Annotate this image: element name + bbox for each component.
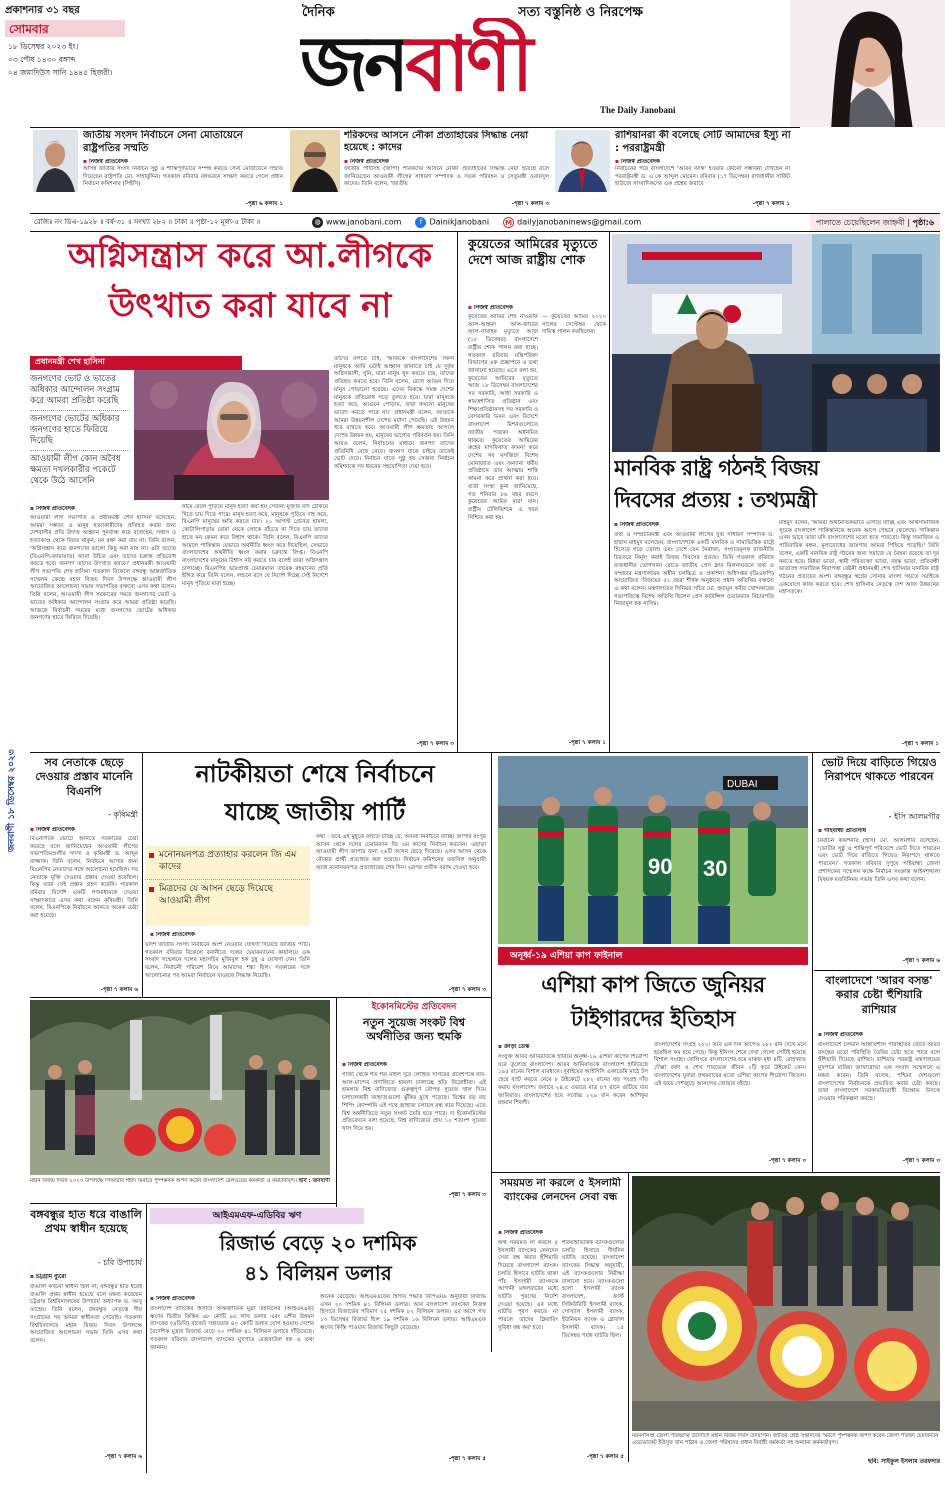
email-text: dailyjanobaninews@gmail.com: [517, 217, 642, 227]
side-label: জনবাণী ১৮ ডিসেম্বর ২০২৩: [7, 749, 17, 852]
jatiya-headline-line2: যাচ্ছে জাতীয় পার্টি: [224, 797, 406, 826]
voters-attribution: - ইসি আলমগীর: [888, 812, 940, 821]
mega-headline-line1: মানবিক রাষ্ট্র গঠনই বিজয়: [614, 455, 819, 480]
railway-photo: [30, 1000, 330, 1175]
brief2-byline: ▪ নিজস্ব প্রতিবেদক: [344, 159, 389, 167]
section-rule: [30, 1203, 336, 1204]
jatiya-bullet-text: মিত্রদের যে আসন ছেড়ে দিয়েছে আওয়ামী লীগ: [159, 884, 274, 907]
kuwait-byline: ▪ নিজস্ব প্রতিবেদক: [468, 305, 513, 313]
jatiya-bullet-box: [145, 846, 310, 926]
reserve-headline-line1: রিজার্ভ বেড়ে ২০ দশমিক: [219, 1231, 417, 1255]
brief2-title: শরিকদের আসনে নৌকা প্রত্যাহারের সিদ্ধান্ত নেয়া হয়েছে : কাদের: [344, 130, 529, 153]
reserve-headline-line2: ৪১ বিলিয়ন ডলার: [244, 1261, 392, 1285]
col-rule: [142, 752, 143, 997]
logo-part2: বাণী: [405, 19, 530, 108]
mymensingh-caption: ময়মনসিংহ জেলা পরিষদের উদ্যোগে মহান বিজয় দিবস উদযাপন। জাতির শ্রেষ্ঠ সন্তানদের স্মরণে পুষ্পস্তবক অর্পণ করেন জেলা পরিষদ চেয়ারম্যান এডভোকেট ইউসুফ খান পাঠান ও জেলা পরিষদের প্রধান নির্বাহী কর্মকর্তা সহ অন্যান্য কর্মকর্তাবৃন্দ।: [632, 1433, 939, 1447]
english-name: The Daily Janobani: [600, 105, 676, 115]
mega-col1: তথ্য ও সম্প্রচারমন্ত্রী এবং আওয়ামী লীগের যুগ্ম সাধারণ সম্পাদক ড. হাছান মাহমুদ বলেছেন, বাংলাদেশকে একটি মানবিক ও সাম্যভিত্তিক রাষ্ট্রে হিসেবে গড়ে তোলা এবং দেশে যেন নৈরাজ্য, সংঘাতমূলক রাজনীতি চিরতরে নির্মূল করাই বিজয় দিবসের প্রত্যয়। তিনি গতকাল রবিবার রাজধানীর তোপখানা রোডে জাতীয় প্রেস ক্লাব মিলনায়তনে তথ্য ও সম্প্রচার মন্ত্রণালয়ের অধীন চলচ্চিত্র ও প্রকাশনা অধিদপ্তর (ডিএফপি) আয়োজিত 'বিজয়ের ৫২ বছর' শীর্ষক অনুষ্ঠানে প্রধান অতিথির বক্তব্যে এ কথা বলেন। মন্ত্রণালয়ের সিনিয়র সচিব মো. হুমায়ুন কবীর খোন্দকারের সভাপতিত্বে বিশেষ অতিথি ছিলেন প্রেস কাউন্সিল চেয়ারম্যান বিচারপতি নিজামুল হক নাসিম।: [614, 532, 774, 608]
svg-text:30: 30: [703, 856, 728, 881]
lead-byline: ▪ নিজস্ব প্রতিবেদক: [30, 506, 75, 514]
col-rule: [491, 752, 492, 1352]
masthead-prefix: দৈনিক: [302, 5, 335, 20]
brief3-title: রাশিয়ানরা কী বলেছে সেটি আমাদের ইস্যু না : পররাষ্ট্রমন্ত্রী: [615, 130, 791, 154]
kuwait-body: কুয়েতের আমির শেখ নাওয়াফ আল-আহমদ আল-জাবের আল-সাবাহর মৃত্যুতে আজ (১৮ ডিসেম্বর) বাংলাদেশে রাষ্ট্রীয় শোক পালন করা হচ্ছে। গতকাল রবিবার মন্ত্রিপরিষদ বিভাগের এক প্রজ্ঞাপনে এ তথ্য জানানো হয়েছে। এতে বলা হয়, কুয়েতের আমিরের মৃত্যুতে আজ ১৮ ডিসেম্বর বাংলাদেশের সব সরকারি, আধা সরকারি ও স্বায়ত্তশাসিত প্রতিষ্ঠান এবং শিক্ষাপ্রতিষ্ঠানসহ সব সরকারি ও বেসরকারি ভবন এবং বিদেশে বাংলাদেশ মিশনগুলোতে জাতীয় পতাকা অর্ধনমিত থাকবে। কুয়েতের আমিরের রুহের মাগফিরাত কামনা করে দেশের সব মসজিদে বিশেষ মোনাজাত এবং অন্যান্য ধর্মীয় প্রতিষ্ঠানে তার আত্মার শান্তি কামনা করে প্রার্থনা করা হবে। বার্তা সংস্থা কুনা জানিয়েছে, গত শনিবার ৮৬ বছর বয়সে কুয়েতের আমির মারা যান। রাষ্ট্রীয় টেলিভিশনে এ খবর নিশ্চিত করা হয়।: [468, 314, 538, 521]
bnp-more: -পৃষ্ঠা ৭ কলাম ৬: [100, 987, 138, 993]
gmail-icon: M: [503, 217, 514, 228]
logo-part1: জন: [300, 19, 406, 108]
info-minister-photo: [612, 234, 940, 452]
website-link[interactable]: [312, 217, 401, 228]
lead-col1: আওয়ামী লীগ সভাপতি ও প্রধানমন্ত্রী শেখ হাসিনা বলেছেন, আমরা সম্ভাব্য ও মানুষ হত্যাকারীদের প্রতিহত করার জন্য দেশবাসীর প্রতি উদাত্ত আহ্বান পুনর্ব্যক্ত করে বলেছেন, সন্ত্রাস ও হত্যাকাণ্ড থেকে বিরত থাকুন, মন রক্ষা করা যায় না। তিনি বলেন, 'অগ্নিসন্ত্রাস করে জনগণের ভালো কিছু করা যায় না। এটা তাদের (বিএনপি-জামায়াত) জানা উচিত এবং তাদের চক্রান্ত প্রতিরোধ করতে হবে। জনগণ তাদের উৎখাত করবে।' প্রধানমন্ত্রী আওয়ামী লীগ সভাপতি শেখ হাসিনা গতকাল বিকেলে বঙ্গবন্ধু আন্তর্জাতিক সম্মেলন কেন্দ্রে মহান বিজয় দিবস উপলক্ষে আওয়ামী লীগ আয়োজিত আলোচনা সভায় সভাপতির বক্তব্যে এসব কথা বলেন। তিনি বলেন, আওয়ামী লীগ সরকারের সময়ে জনগণের ভোট ও ভাতের অধিকার আন্দোলন সংগ্রাম করে আমরা প্রতিষ্ঠা করেছি। আজকে নির্বাচনী সময়ের মধ্যে জনগণের ভোটের অধিকার জনগণের হাতে ফিরিয়ে দিয়েছি।: [30, 515, 176, 622]
masthead: [0, 0, 945, 127]
suez-headline: নতুন সুয়েজ সংকট বিশ্ব অর্থনীতির জন্য হুমকি: [362, 1016, 466, 1044]
lead-headline-line1: অগ্নিসন্ত্রাস করে আ.লীগকে: [67, 236, 433, 276]
brief3-byline: ▪ নিজস্ব প্রতিবেদক: [615, 159, 660, 167]
cricket-col1: সংযুক্ত আরব আমিরাতকে হারিয়ে অনূর্ধ্ব-১৯ এশিয়া কাপের শিরোপা ঘরে তুলেছে বাংলাদেশ। আরব আমিরাতকে বাংলাদেশ হারিয়েছে ১৯৫ রানের বিশাল ব্যবধানে। দুবাইয়ের আইসিসি একাডেমি মাঠে টস হেরে ব্যাট করতে নেমে ৮ উইকেটে ২৮২ রানের বড় সংগ্রহ দাঁড় করায় বাংলাদেশ। জবাবে ২৪.৫ ওভারে মাত্র ৮৭ রানে গুটিয়ে যায় আমিরাত। বাংলাদেশের হয়ে সর্বোচ্চ ১২৯ রান করেন আশিকুর রহমান শিবলী।: [498, 1054, 648, 1107]
jatiya-body2: কথা : তবে এই মুহূর্তে বলতে চাচ্ছি যে, আমরা নির্বাচনে যাচ্ছি। জাপার রংপুর আসন থেকে দলের চেয়ারম্যান জি এম কাদের নির্বাচন করবেন। এছাড়া আওয়ামী লীগ জাপার জন্য ২৬টি আসন ছেড়ে দিয়েছে। এসব আসন থেকে নৌকার প্রার্থী প্রত্যাহার করা হয়েছে। নির্বাচন কমিশনের তফসিল অনুযায়ী আজ মনোনয়নপত্র প্রত্যাহারের শেষ দিন। এরপর প্রতীক বরাদ্দ দেওয়া হবে।: [316, 834, 486, 871]
reserve-col2: অনেক বেড়েছে। আইএমএফের হিসাব পদ্ধতি বিপিএম৬ অনুযায়ী রিজার্ভ এখন ২০ দশমিক ৪১ বিলিয়ন ডলার। আর বাংলাদেশ ব্যাংকের নিজস্ব হিসাবে রিজার্ভের পরিমাণ ২৫ দশমিক ৮২ বিলিয়ন ডলার। এর আগে গত ১৩ ডিসেম্বর রিজার্ভ ছিল ১৯ দশমিক ১৬ বিলিয়ন ডলার। আইএমএফ ঋণের কিস্তি পাওয়ায় রিজার্ভ কিছুটা বেড়েছে।: [320, 1294, 486, 1331]
bangabandhu-more: -পৃষ্ঠা ৭ কলাম ৬: [104, 1454, 142, 1460]
jatiya-bullet: [145, 880, 310, 911]
voters-byline: ▪ গাইবান্ধা প্রতিনিধি: [818, 828, 866, 836]
railway-caption: [30, 1178, 330, 1198]
lead-bullet: আওয়ামী লীগ কোন অবৈধ ক্ষমতা দখলকারীর পকেটে থেকে উঠে আসেনি: [30, 454, 121, 487]
lead-person-tag: প্রধানমন্ত্রী শেখ হাসিনা: [30, 356, 242, 370]
col-rule: [457, 232, 458, 752]
reserve-col1: বাংলাদেশ ব্যাংকের হিসাবে আন্তর্জাতিক মুদ্রা তহবিলের (আইএমএফ) ঋণের দ্বিতীয় কিস্তির ৬৮ কোটি ৯৮ লাখ ডলার এবং এশীয় উন্নয়ন ব্যাংকের (এডিবি) বাজেট সহায়তার ৪০ কোটি ডলার যোগ হওয়ায় দেশের বৈদেশিক মুদ্রার রিজার্ভ বেড়ে ২০ দশমিক ৪১ বিলিয়ন ডলারে দাঁড়িয়েছে। গতকাল রবিবার বাংলাদেশ ব্যাংকের মুখপাত্র মেজবাউল হক এ তথ্য জানান।: [150, 1306, 314, 1351]
arab-body: বাংলাদেশে চলমান অস্থিতিশীল পরিস্থিতির জেরে আরব বসন্তের মতো পরিস্থিতি তৈরির চেষ্টা হতে পারে বলে হুঁশিয়ারি দিয়েছে রাশিয়া। রাশিয়ার পররাষ্ট্র মন্ত্রণালয়ের মুখপাত্র মারিয়া জাখারোভা এক সংবাদ সম্মেলনে এ মন্তব্য করেন। তিনি বলেন, পশ্চিমা দেশগুলো বাংলাদেশের নির্বাচনকে প্রভাবিত করার চেষ্টা করছে। তারা বাংলাদেশে সরকারবিরোধী বিক্ষোভ উসকে দেওয়ার পরিকল্পনা করছে।: [818, 1042, 940, 1103]
jatiya-body1: দ্বাদশ জাতীয় সংসদ নির্বাচনে অংশ নেওয়ার ঘোষণা দিয়েছে জাতীয় পার্টি। গতকাল রবিবার বিকেলে বনানীতে দলের চেয়ারম্যানের কার্যালয়ে এক সংবাদ সম্মেলনে দলের মহাসচিব মুজিবুল হক চুন্নু এ ঘোষণা দেন। তিনি বলেন, নির্বাচনী পরিবেশ নিয়ে আমাদের শঙ্কা ছিল। সরকারের সঙ্গে আলোচনার পর আমরা নির্বাচনে যাওয়ার সিদ্ধান্ত নিয়েছি।: [145, 942, 310, 979]
svg-text:90: 90: [648, 854, 673, 879]
momen-photo: [555, 130, 610, 192]
reserve-byline: ▪ নিজস্ব প্রতিবেদক: [150, 1296, 195, 1304]
celebrity-photo: [790, 0, 945, 127]
president-photo: [33, 130, 78, 192]
mymensingh-photo-credit: ছবি: সাইফুল ইসলাম তরফদার: [867, 1458, 940, 1465]
suez-label: ইকোনমিস্টের প্রতিবেদন: [371, 1002, 457, 1012]
pm-photo: [134, 370, 329, 500]
col-rule: [146, 1203, 147, 1473]
jatiya-more: -পৃষ্ঠা ৭ কলাম ৩: [448, 987, 486, 993]
cricket-col2: বাংলাদেশের সংগ্রহ ২৮২। তবে এক দিন আগেও ২৮২ রান দেখে মনে হয়েছিল কম হয়ে গেছে। কিন্তু ইনিংস শেষে দেখা গেলো সেটিই হয়েছে বিশাল সংগ্রহ। বোলিংয়ে বাংলাদেশের হয়ে মারুফ মৃধা ৪টি, রোহানাত দৌল্লা বর্ষণ ও শেখ পারভেজ জীবন ২টি করে উইকেট নেন। বাংলাদেশের যুবারা প্রথমবারের মতো এশিয়া কাপের শিরোপা জিতল। এই জয়ে দেশজুড়ে আনন্দের জোয়ার বইছে।: [654, 1042, 806, 1087]
voters-more: -পৃষ্ঠা ৭ কলাম ৬: [902, 958, 940, 964]
cricket-photo: [498, 756, 808, 944]
tagline: সত্য বস্তুনিষ্ঠ ও নিরপেক্ষ: [518, 5, 643, 20]
publication-years: প্রকাশনার ৩১ বছর: [5, 5, 80, 16]
kuwait-body-cont: — কুয়েতের আমির ২০২০ সালের সেপ্টেম্বর থেকে দায়িত্ব পালন করছিলেন।: [542, 314, 606, 336]
teaser-text: পালাতে চেয়েছিলেন জাহ্নবী: [815, 218, 905, 227]
brief2-body: জাতীয় পার্টিসহ (জাপা) শরিকদের আসনে নৌকা প্রত্যাহারের সিদ্ধান্ত নেয়া হয়েছে বলে জানিয়েছেন আওয়ামী লীগের সাধারণ সম্পাদক ও সড়ক পরিবহন ও সেতুমন্ত্রী ওবায়দুল কাদের। তিনি বলেন, 'জাতীয়: [344, 166, 549, 188]
banks-col1: অর্থ সময়মত না করলে ৫ ইসলামী ব্যাংকের লেনদেন সেবা বন্ধ করার হুঁশিয়ারি দিয়েছে বাংলাদেশ ব্যাংক। চলতি হিসাবে ঘাটতি থাকা পাঁচ ইসলামী ব্যাংককে আগামী মঙ্গলবারের মধ্যে ঘাটতি পূরণের নির্দেশ দেওয়া হয়েছে। এর মধ্যে ঘাটতি পূরণ করতে না পারলে তাদের ক্লিয়ারিং সুবিধা বন্ধ করা হবে।: [498, 1240, 558, 1331]
section-rule: [814, 970, 940, 971]
square-bullet-icon: [149, 853, 154, 858]
lead-bullet: জনগণের ভোট ও ভাতের অধিকার আন্দোলন সংগ্রাম করে আমরা প্রতিষ্ঠা করেছি: [30, 374, 130, 411]
col-rule: [628, 1172, 629, 1462]
cricket-more: -পৃষ্ঠা ৭ কলাম ৩: [768, 1158, 806, 1164]
arab-headline: বাংলাদেশে 'আরব বসন্ত' করার চেষ্টা হুঁশিয়ারি রাশিয়ার: [825, 974, 933, 1016]
lead-headline-line2: উৎখাত করা যাবে না: [108, 286, 392, 326]
reserve-more: -পৃষ্ঠা ৭ কলাম ৫: [448, 1456, 486, 1462]
brief-top-rule: [30, 127, 800, 128]
kuwait-more: -পৃষ্ঠা ৭ কলাম ১: [568, 740, 606, 746]
jatiya-headline-line1: নাটকীয়তা শেষে নির্বাচনে: [195, 759, 435, 788]
brief3-more: -পৃষ্ঠা ৭ কলাম ১: [752, 201, 790, 207]
suez-byline: ▪ নিজস্ব প্রতিবেদক: [342, 1062, 387, 1070]
globe-icon: ◍: [312, 217, 323, 228]
bangabandhu-byline: ▪ চট্টগ্রাম ব্যুরো: [30, 1274, 66, 1282]
bnp-byline: ▪ নিজস্ব প্রতিবেদক: [30, 827, 75, 835]
date-bn: ০৩ পৌষ ১৪৩০ বঙ্গাব্দ: [8, 55, 76, 64]
section-rule: [30, 752, 940, 753]
square-bullet-icon: [149, 887, 154, 892]
arab-more: -পৃষ্ঠা ৭ কলাম ৩: [902, 1158, 940, 1164]
info-bar: [30, 213, 940, 232]
banks-col2: শরিয়াহভিত্তিক ব্যাংকগুলোর চলতি হিসাবে দীর্ঘদিন ঘাটতি রয়েছে। বাংলাদেশ ব্যাংকের সিদ্ধান্ত অনুযায়ী, এই ব্যাংকগুলোর নিরীক্ষা চালানো হবে। ব্যাংকগুলো হলো ইসলামী ব্যাংক বাংলাদেশ, ফার্স্ট সিকিউরিটি ইসলামী ব্যাংক, সোস্যাল ইসলামী ব্যাংক, ইউনিয়ন ব্যাংক ও গ্লোবাল ইসলামী ব্যাংক। ১৫ ডিসেম্বর পর্যন্ত ঘাটতি ছিল।: [562, 1240, 624, 1339]
mega-byline: ▪ নিজস্ব প্রতিবেদক: [614, 522, 659, 530]
mega-col2: মাহমুদ বলেন, 'আমরা অর্থনৈতিকভাবে এগিয়ে যাচ্ছি এবং আর্থসামাজিক সূচকে বাংলাদেশ পাকিস্তানকে অনেক আগে পেছনে ফেলেছে। পাকিস্তান এখন ভাবে তারা যদি বাংলাদেশের মতো হতে পারতো। কিন্তু সামাজিক ও পারিবারিক বন্ধন, মূল্যবোধের জায়গায় আমরা পিছিয়ে পড়েছি।' তিনি বলেন, একটি মানবিক রাষ্ট্র গঠনের জন্য সমাজে যে বৈষম্য রয়েছে তা দূর করতে হবে। বিধবা ভাতা, স্বামী পরিত্যক্তা ভাতা, বয়স্ক ভাতা, প্রতিবন্ধী ভাতাসহ সামাজিক নিরাপত্তা বেষ্টনী প্রধানমন্ত্রী শেখ হাসিনার মানবিক রাষ্ট্র গঠনের প্রত্যয়ের অংশ। বঙ্গবন্ধুর স্বপ্নের সোনার বাংলা গড়তে সবাইকে একযোগে কাজ করতে হবে। শেখ হাসিনার নেতৃত্বে দেশ আজ উন্নয়নের মহাসড়কে।: [779, 520, 939, 596]
bnp-body: বিএনপিকে ভোটে আনতে সরকারের চেষ্টা করেছে বলে জানিয়েছেন আওয়ামী লীগের সভাপতিমণ্ডলীর সদস্য ও কৃষিমন্ত্রী ড. আব্দুর রাজ্জাক। তিনি বলেন, নির্বাচনে আসার জন্য বিএনপির নেতাদের সঙ্গে আলোচনা হয়েছিল। সব নেতাকে মুক্তি দেওয়ার প্রস্তাব দেওয়া হয়েছিল। কিন্তু তারা সেই প্রস্তাব গ্রহণ করেনি। গতকাল রবিবার বিদেশি একটি গণমাধ্যমকে দেওয়া সাক্ষাৎকারে এসব কথা বলেন কৃষিমন্ত্রী। তিনি বলেন, বিএনপিকে নির্বাচনে আনতে অনেক চেষ্টা করা হয়েছে।: [30, 836, 138, 920]
bangabandhu-attribution: - চবি উপাচার্য: [97, 1258, 142, 1267]
arab-byline: ▪ নিজস্ব প্রতিবেদক: [818, 1032, 863, 1040]
suez-more: -পৃষ্ঠা ৭ কলাম ৩: [448, 1192, 486, 1198]
email-link[interactable]: [503, 217, 641, 228]
website-text: www.janobani.com: [326, 217, 402, 227]
masthead-logo: [300, 18, 620, 110]
col-rule: [609, 232, 610, 752]
railway-photo-credit: ছবি : জনবাণী: [298, 1178, 330, 1184]
date-hijri: ০৪ জমাদিউস সানি ১৪৪৫ হিজরী।: [8, 68, 113, 77]
railway-caption-text: মহান বিজয় দিবস ২০২৩ উপলক্ষে সিআরবি শহীদ মিনারে পুষ্পস্তবক অর্পণ করেন বাংলাদেশ রেলওয়ের কর্মকর্তা ও কর্মচারীবৃন্দ।: [30, 1178, 298, 1184]
reserve-label: আইএমএফ-এডিবির ঋণ: [150, 1208, 364, 1224]
section-rule: [491, 1172, 940, 1173]
jatiya-bullet: [145, 846, 310, 880]
svg-text:DUBAI: DUBAI: [727, 779, 758, 790]
brief1-title: জাতীয় সংসদ নির্বাচনে সেনা মোতায়েনে রাষ্ট্রপতির সম্মতি: [83, 130, 243, 154]
lead-bullet: জনগণের ভোটের অধিকার জনগণের হাতে ফিরিয়ে দিয়েছি: [30, 414, 130, 451]
teaser-box[interactable]: পালাতে চেয়েছিলেন জাহ্নবী | পৃষ্ঠা:৬: [810, 214, 940, 231]
banks-byline: ▪ নিজস্ব প্রতিবেদক: [498, 1230, 543, 1238]
bnp-headline: সব নেতাকে ছেড়ে দেওয়ার প্রস্তাব মানেনি বিএনপি: [35, 756, 133, 798]
facebook-icon: f: [415, 217, 426, 228]
col-rule: [336, 997, 337, 1207]
kuwait-headline: কুয়েতের আমিরের মৃত্যুতে দেশে আজ রাষ্ট্রীয় শোক: [468, 236, 598, 268]
lead-col3: তাদের বলতে চাই, 'আজকে বাংলাদেশের সকল মানুষকে আমি এটাই আহ্বান জানাতে চাই যে দুর্বৃত্ত অগ্নিসন্ত্রাসী, খুনি, যারা মানুষ খুন করতে চায়, তাদের প্রতিহত করতে হবে। তিনি বলেন, রেলে আগুন দিয়ে মানুষ পোড়ানো হয়েছে। এদের বিরুদ্ধে সমস্ত দেশের মানুষকে প্রতিরোধ গড়ে তুলতে হবে। যারা মানুষকে হত্যা করে, আগুনে পোড়ায়, তারা কখনো মানুষের ভালো করতে পারে না।' প্রধানমন্ত্রী বলেন, আজকে আমরা উন্নয়নশীল দেশের মর্যাদা পেয়েছি। এই উন্নয়ন ধরে রাখতে হবে। আওয়ামী লীগ ক্ষমতায় আসলে দেশের উন্নয়ন হয়, মানুষের ভাগ্যের পরিবর্তন হয়। তিনি আরও বলেন, নির্বাচনের মাধ্যমে জনগণ তাদের প্রতিনিধি বেছে নেবে। জনগণ যাকে চাইবে তাকেই ভোট দেবে। নির্বাচন যাতে সুষ্ঠু হয় সেজন্য নির্বাচন কমিশনকে সব ধরনের সহযোগিতা দেয়া হবে।: [334, 356, 454, 471]
facebook-link[interactable]: [415, 217, 489, 228]
mega-headline-line2: দিবসের প্রত্যয় : তথ্যমন্ত্রী: [614, 487, 817, 512]
bangabandhu-headline: বঙ্গবন্ধুর হাত ধরে বাঙালি প্রথম স্বাধীন হয়েছে: [30, 1208, 142, 1236]
col-rule: [812, 752, 813, 1172]
voters-body: নির্বাচন কমিশনার (ইসি) মো. আলমগীর বলেছেন, 'ভোটার সুষ্ঠু ও শান্তিপূর্ণ পরিবেশে ভোট দিতে পারবেন এবং ভোট দিয়ে বাড়িতে গিয়েও নিরাপদে থাকতে পারবেন।' গতকাল রবিবার দুপুরে গাইবান্ধা জেলা প্রশাসকের সম্মেলন কক্ষে নির্বাচন সংক্রান্ত আইনশৃঙ্খলা বিষয়ক মতবিনিময় সভায় তিনি এসব কথা বলেন।: [818, 838, 940, 883]
mega-more: -পৃষ্ঠা ৭ কলাম ১: [901, 741, 939, 747]
bangabandhu-body: বাঙালি কখনো স্বাধীন ছিল না, বঙ্গবন্ধুর হাত ধরেই বাঙালি প্রথম স্বাধীন হয়েছে বলে মন্তব্য করেছেন চট্টগ্রাম বিশ্ববিদ্যালয়ের উপাচার্য অধ্যাপক ড. আবু তাহের। তিনি বলেন, বঙ্গবন্ধুর নেতৃত্বে দীর্ঘ সংগ্রামের পর আমরা স্বাধীনতা পেয়েছি। গতকাল বিশ্ববিদ্যালয়ে মহান বিজয় দিবস উপলক্ষে আয়োজিত আলোচনা সভায় তিনি এসব কথা বলেন।: [30, 1284, 142, 1345]
cricket-headline-line1: এশিয়া কাপ জিতে জুনিয়র: [541, 972, 765, 998]
section-rule: [30, 997, 491, 998]
day-name: সোমবার: [9, 22, 49, 36]
brief1-body: আসন্ন জাতীয় সংসদ নির্বাচন সুষ্ঠু ও শান্তিপূর্ণভাবে সম্পন্ন করতে সেনা মোতায়েনে সম্মতি দিয়েছেন রাষ্ট্রপতি মো. সাহাবুদ্দিন। গতকাল রবিবার বঙ্গভবনে সাক্ষাৎ করতে গেলে প্রধান নির্বাচন কমিশনার (সিইসি): [83, 166, 283, 188]
banks-headline: সময়মত না করলে ৫ ইসলামী ব্যাংকের লেনদেন সেবা বন্ধ: [500, 1177, 621, 1203]
cricket-headline-line2: টাইগারদের ইতিহাস: [570, 1006, 736, 1032]
suez-body: গাজা থেকে শত শত মাইল দূরে লোহিত সাগরের প্রবেশপথে বাব-আল-মান্দেব প্রণালিতে হামলা চালাচ্ছে হুতি বিদ্রোহীরা। এই হামলায় বিশ্ব বাণিজ্যের গুরুত্বপূর্ণ নৌপথ সুয়েজ খাল দিয়ে চলাচলকারী জাহাজগুলো ঝুঁকির মুখে পড়েছে। বিশ্বের বড় বড় শিপিং কোম্পানি এই পথে জাহাজ চলাচল বন্ধ করে দিয়েছে। এতে বিশ্ব অর্থনীতিতে নতুন সংকট তৈরি হতে পারে। দ্য ইকোনমিস্টের প্রতিবেদনে বলা হয়েছে, বিশ্ব বাণিজ্যের প্রায় ১২ শতাংশ সুয়েজ খাল দিয়ে হয়।: [342, 1072, 486, 1133]
jatiya-bullet-text: মনোনয়নপত্র প্রত্যাহার করলেন জি এম কাদের: [159, 850, 297, 872]
lead-more: -পৃষ্ঠা ৭ কলাম ৩: [416, 741, 454, 747]
teaser-page: পৃষ্ঠা:৬: [912, 218, 934, 227]
brief1-byline: ▪ নিজস্ব প্রতিবেদক: [83, 159, 128, 167]
brief1-more: -পৃষ্ঠা ৬ কলাম ১: [245, 201, 283, 207]
bnp-attribution: - কৃষিমন্ত্রী: [107, 810, 138, 819]
lead-bullets: [30, 374, 130, 493]
facebook-text: DainikJanobani: [429, 217, 490, 227]
mymensingh-photo: [632, 1176, 940, 1431]
banks-more: -পৃষ্ঠা ৭ কলাম ৫: [586, 1454, 624, 1460]
voters-headline: ভোট দিয়ে বাড়িতে গিয়েও নিরাপদে থাকতে পারবেন: [821, 756, 937, 784]
brief3-body: নির্বাচনের পরে বাংলাদেশে 'আরব বসন্ত' হওয়ার কোনো সম্ভাবনা দেখছেন না পররাষ্ট্রমন্ত্রী ড. এ কে আব্দুল মোমেন। রবিবার (১৭ ডিসেম্বর) রাজধানীর সার্কিট হাউজে সাংবাদিকদের এক প্রশ্নের জবাবে: [615, 166, 790, 188]
date-en: ১৮ ডিসেম্বর ২০২৩ ইং।: [8, 42, 79, 51]
cricket-byline: ▪ ক্রীড়া ডেস্ক: [498, 1044, 529, 1052]
registration-info: রেজিঃ নং ডিএ-১৯২৮ ॥ বর্ষ-৩১ ॥ সংখ্যা ২৮২ ॥ ঢাকা ॥ পৃষ্ঠা-১২ মূল্য-৫ টাকা ॥: [34, 217, 261, 226]
brief2-more: -পৃষ্ঠা ৭ কলাম ৩: [511, 201, 549, 207]
lead-col2: নামে রেলে পুড়িয়ে মানুষ হত্যা করা হয় সেজন্য মুক্তার যদি ঠেকিয়ে দিতে চায় দিতে পারে। মানুষ হত্যা করে, মানুষকে পুড়িয়ে দাহ করে, বিএনপি মানুষের ক্ষতি করতে চায়। ২১ আগস্ট গ্রেনেড হামলা, কোটালিপাড়ায় বোমা থেকে লোকে বাঁচতে না দিতে চায় তাদের হাতে মন কেমন করে বিশ্বাস থাকে। তিনি বলেন, বিএনপি তাদের আমলে পাকিস্তান যেভাবে অর্থনীতি ধ্বংস করে দিয়েছিল, সেভাবে বাংলাদেশের অর্থনীতি ধ্বংস করার চক্রান্তে লিপ্ত। বিএনপি বাংলাদেশের মানুষের বিশ্বাস নষ্ট করতে চায় বলেই তারা অগ্নিসন্ত্রাস চালাচ্ছে। বিএনপির ভারপ্রাপ্ত চেয়ারম্যান তারেক রহমানের প্রতি ইঙ্গিত করে তিনি বলেন, লন্ডনে বসে যে নির্দেশ দিচ্ছে সেই নির্দেশে মানুষ পুড়িয়ে মারা হচ্ছে।: [182, 504, 328, 588]
quader-photo: [290, 130, 340, 192]
jatiya-byline: ▪ নিজস্ব প্রতিবেদক: [150, 932, 195, 940]
cricket-label: অনূর্ধ্ব-১৯ এশিয়া কাপ ফাইনাল: [498, 947, 808, 965]
